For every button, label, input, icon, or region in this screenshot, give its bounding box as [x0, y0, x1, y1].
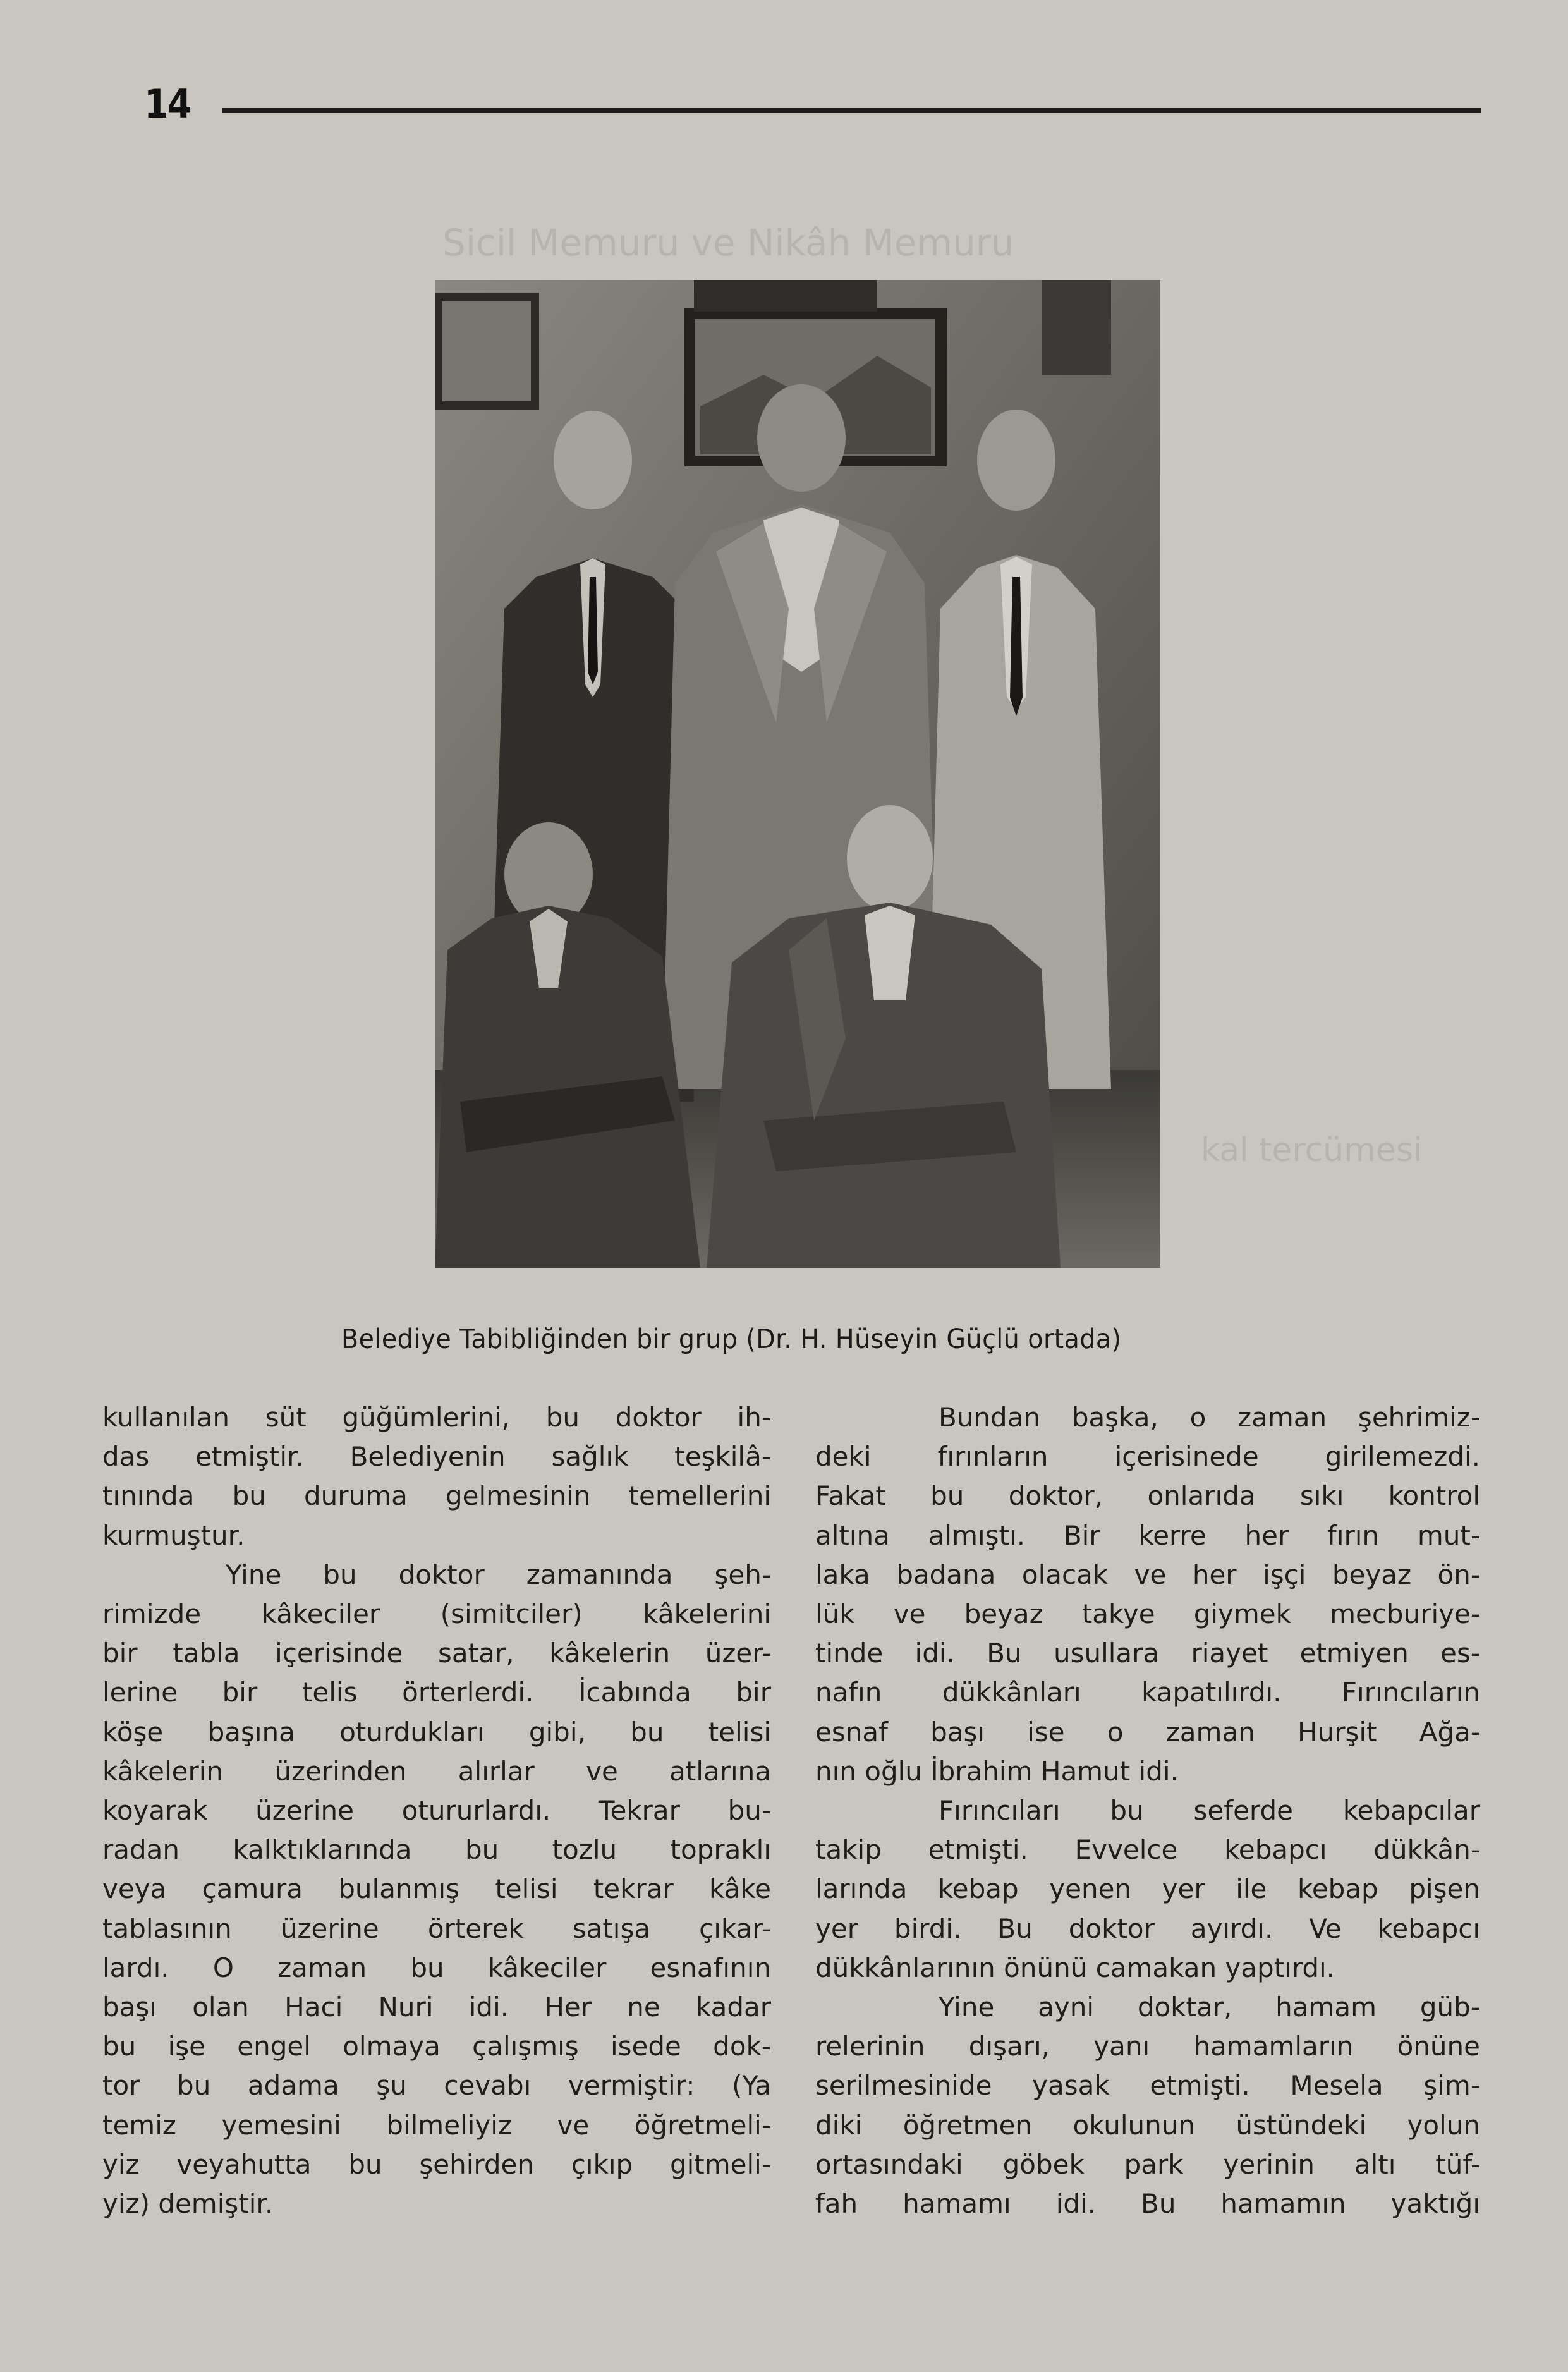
right-text-column — [815, 1398, 1480, 2223]
text-line: deki fırınların içerisinede girilemezdi. — [815, 1441, 1480, 1473]
text-line: ortasındaki göbek park yerinin altı tüf- — [815, 2148, 1480, 2180]
text-line: kullanılan süt güğümlerini, bu doktor ih- — [102, 1402, 771, 1433]
text-line: koyarak üzerine otururlardı. Tekrar bu- — [102, 1795, 771, 1827]
text-line: relerinin dışarı, yanı hamamların önüne — [815, 2031, 1480, 2062]
text-line: yiz) demiştir. — [102, 2188, 274, 2220]
text-line: Bundan başka, o zaman şehrimiz- — [939, 1402, 1480, 1433]
text-line: diki öğretmen okulunun üstündeki yolun — [815, 2109, 1480, 2141]
text-line: lerine bir telis örterlerdi. İcabında bir — [102, 1677, 771, 1708]
text-line: veya çamura bulanmış telisi tekrar kâke — [102, 1873, 771, 1905]
text-line: Yine bu doktor zamanında şeh- — [226, 1559, 771, 1590]
text-line: lardı. O zaman bu kâkeciler esnafının — [102, 1952, 771, 1983]
text-line: das etmiştir. Belediyenin sağlık teşkilâ- — [102, 1441, 771, 1473]
text-line: dükkânlarının önünü camakan yaptırdı. — [815, 1952, 1335, 1983]
text-line: lük ve beyaz takye giymek mecburiye- — [815, 1598, 1480, 1630]
show-through-heading-2: kal tercümesi — [1201, 1131, 1423, 1169]
page-number: 14 — [144, 81, 191, 127]
text-line: bir tabla içerisinde satar, kâkelerin üzer- — [102, 1638, 771, 1669]
text-line: tinde idi. Bu usullara riayet etmiyen es- — [815, 1638, 1480, 1669]
text-line: radan kalktıklarında bu tozlu topraklı — [102, 1834, 771, 1866]
text-line: Fırıncıları bu seferde kebapcılar — [939, 1795, 1480, 1827]
text-line: nafın dükkânları kapatılırdı. Fırıncıların — [815, 1677, 1480, 1708]
show-through-heading: Sicil Memuru ve Nikâh Memuru — [442, 221, 1014, 264]
text-line: kurmuştur. — [102, 1519, 245, 1551]
text-line: larında kebap yenen yer ile kebap pişen — [815, 1873, 1480, 1905]
text-line: yer birdi. Bu doktor ayırdı. Ve kebapcı — [815, 1913, 1480, 1944]
header-rule — [222, 108, 1481, 113]
text-line: nın oğlu İbrahim Hamut idi. — [815, 1755, 1179, 1787]
photo-caption: Belediye Tabibliğinden bir grup (Dr. H. Hüseyin Güçlü ortada) — [341, 1323, 1122, 1355]
text-line: serilmesinide yasak etmişti. Mesela şim- — [815, 2070, 1480, 2101]
text-line: başı olan Haci Nuri idi. Her ne kadar — [102, 1992, 771, 2023]
text-line: tablasının üzerine örterek satışa çıkar- — [102, 1913, 771, 1944]
text-line: altına almıştı. Bir kerre her fırın mut- — [815, 1519, 1480, 1551]
text-line: tınında bu duruma gelmesinin temellerini — [102, 1480, 771, 1512]
text-line: kâkelerin üzerinden alırlar ve atlarına — [102, 1755, 771, 1787]
text-line: temiz yemesini bilmeliyiz ve öğretmeli- — [102, 2109, 771, 2141]
text-line: bu işe engel olmaya çalışmış isede dok- — [102, 2031, 771, 2062]
text-line: esnaf başı ise o zaman Hurşit Ağa- — [815, 1716, 1480, 1748]
text-line: Fakat bu doktor, onlarıda sıkı kontrol — [815, 1480, 1480, 1512]
text-line: laka badana olacak ve her işçi beyaz ön- — [815, 1559, 1480, 1590]
text-line: yiz veyahutta bu şehirden çıkıp gitmeli- — [102, 2148, 771, 2180]
text-line: Yine ayni doktar, hamam güb- — [939, 1992, 1480, 2023]
group-photo — [435, 280, 1160, 1268]
text-line: rimizde kâkeciler (simitciler) kâkelerini — [102, 1598, 771, 1630]
text-line: tor bu adama şu cevabı vermiştir: (Ya — [102, 2070, 771, 2101]
left-text-column — [102, 1398, 771, 2223]
text-line: fah hamamı idi. Bu hamamın yaktığı — [815, 2188, 1480, 2220]
text-line: köşe başına oturdukları gibi, bu telisi — [102, 1716, 771, 1748]
text-line: takip etmişti. Evvelce kebapcı dükkân- — [815, 1834, 1480, 1866]
